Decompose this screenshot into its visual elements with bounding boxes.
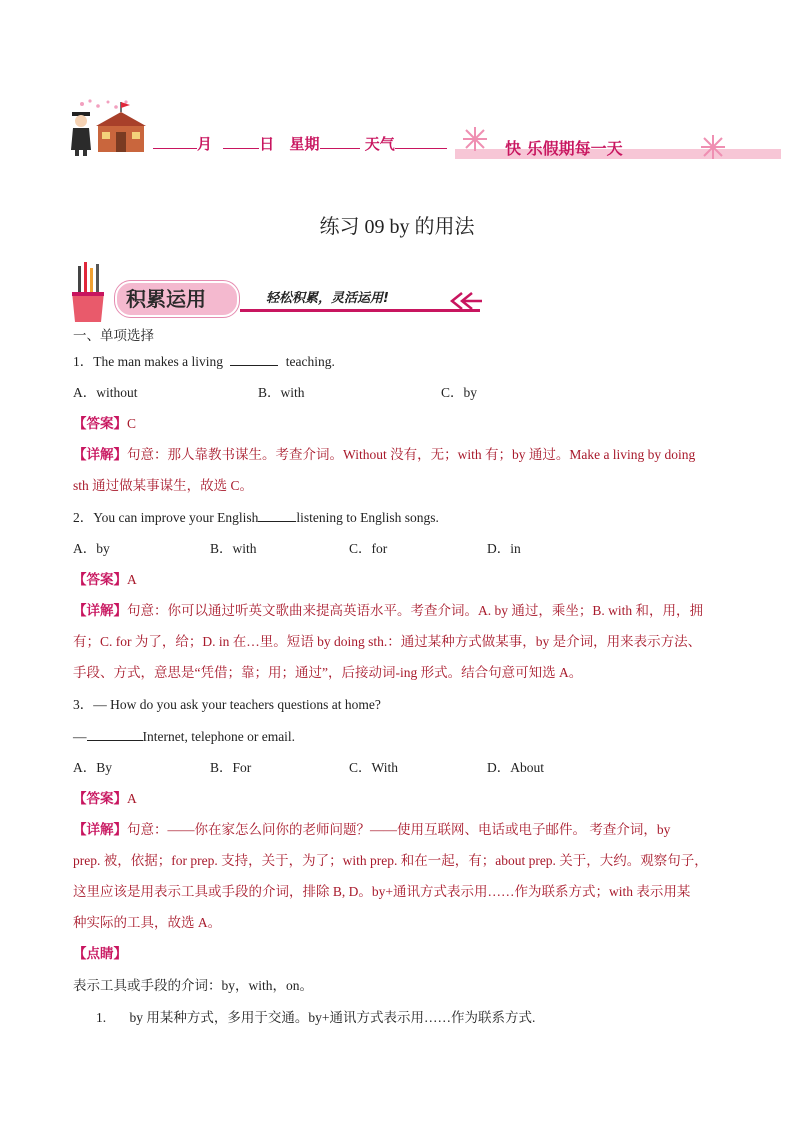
answer-value: C bbox=[127, 416, 137, 431]
answer-line bbox=[73, 571, 137, 589]
option-a[interactable]: A．by bbox=[73, 541, 110, 556]
explanation-text: prep. 被，依据；for prep. 支持，关于，为了；with prep. 和在一起，有；about prep. 关于，大约。观察句子， bbox=[73, 853, 708, 868]
explanation-text: 手段、方式，意思是“凭借；靠；用；通过”，后接动词-ing 形式。结合句意可知选 A。 bbox=[73, 665, 583, 680]
option-c[interactable]: C．by bbox=[441, 385, 478, 400]
question-1-stem-end: teaching. bbox=[285, 354, 335, 369]
question-2 bbox=[73, 509, 439, 527]
weather-blank[interactable] bbox=[395, 134, 447, 149]
explanation-text: 句意：你可以通过听英文歌曲来提高英语水平。考查介词。A. by 通过，乘坐；B. with 和，用，拥 bbox=[127, 603, 704, 618]
explanation-text: 句意：那人靠教书谋生。考查介词。Without 没有，无；with 有；by 通过。Make a living by doing bbox=[127, 447, 696, 462]
explanation-line bbox=[73, 446, 695, 464]
option-d[interactable]: D．About bbox=[487, 760, 544, 775]
month-blank[interactable] bbox=[153, 134, 197, 149]
motto-text: 快 乐假期每一天 bbox=[505, 139, 623, 158]
day-blank[interactable] bbox=[223, 134, 259, 149]
answer-blank[interactable] bbox=[258, 509, 296, 522]
part-title: 一、单项选择 bbox=[73, 328, 154, 343]
option-b[interactable]: B．For bbox=[210, 760, 252, 775]
key-point-text: 表示工具或手段的介词：by，with，on。 bbox=[73, 978, 314, 993]
day-label: 日 bbox=[259, 135, 275, 153]
snowflake-icon bbox=[462, 126, 488, 152]
explanation-label: 【详解】 bbox=[73, 822, 127, 837]
answer-blank[interactable] bbox=[230, 353, 278, 366]
explanation-text: 有；C. for 为了，给；D. in 在…里。短语 by doing sth.：通过某种方式做某事，by 是介词，用来表示方法、 bbox=[73, 634, 702, 649]
question-1 bbox=[73, 353, 335, 371]
question-1-stem: 1．The man makes a living bbox=[73, 354, 223, 369]
answer-blank[interactable] bbox=[87, 728, 143, 741]
weekday-label: 星期 bbox=[289, 135, 320, 153]
answer-value: A bbox=[127, 572, 137, 587]
pencil-cup-icon bbox=[68, 262, 108, 324]
snowflake-icon bbox=[700, 134, 726, 160]
answer-label: 【答案】 bbox=[73, 791, 127, 806]
option-a[interactable]: A．By bbox=[73, 760, 113, 775]
section-title: 积累运用 bbox=[126, 287, 206, 311]
dash: — bbox=[73, 729, 87, 744]
explanation-line bbox=[73, 602, 703, 620]
weather-label: 天气 bbox=[364, 135, 395, 153]
header-illustration bbox=[68, 98, 158, 158]
explanation-text: sth 通过做某事谋生，故选 C。 bbox=[73, 478, 254, 493]
option-d[interactable]: D．in bbox=[487, 541, 521, 556]
list-text: by 用某种方式，多用于交通。by+通讯方式表示用……作为联系方式. bbox=[129, 1010, 536, 1025]
answer-value: A bbox=[127, 791, 137, 806]
question-3-reply bbox=[73, 728, 295, 746]
double-arrow-left-icon bbox=[448, 291, 482, 311]
answer-line bbox=[73, 415, 136, 433]
explanation-label: 【详解】 bbox=[73, 447, 127, 462]
option-b[interactable]: B．with bbox=[210, 541, 257, 556]
section-slogan: 轻松积累，灵活运用! bbox=[266, 291, 389, 306]
section-underline bbox=[240, 309, 480, 312]
month-label: 月 bbox=[197, 135, 213, 153]
option-c[interactable]: C．With bbox=[349, 760, 398, 775]
question-2-stem: 2．You can improve your English bbox=[73, 510, 259, 525]
page-title: 练习 09 by 的用法 bbox=[319, 216, 475, 238]
question-3: 3．— How do you ask your teachers questions at home? bbox=[73, 697, 381, 712]
explanation-text: 这里应该是用表示工具或手段的介词，排除 B, D。by+通讯方式表示用……作为联系方式；with 表示用某 bbox=[73, 884, 691, 899]
graduate-student-icon bbox=[71, 112, 91, 156]
school-building-icon bbox=[96, 102, 146, 152]
weekday-blank[interactable] bbox=[320, 134, 360, 149]
answer-line bbox=[73, 790, 137, 808]
key-point-item bbox=[96, 1009, 535, 1027]
explanation-label: 【详解】 bbox=[73, 603, 127, 618]
key-point-label bbox=[73, 945, 127, 963]
explanation-line bbox=[73, 821, 670, 839]
date-line bbox=[153, 133, 447, 154]
option-b[interactable]: B．with bbox=[258, 385, 305, 400]
explanation-text: 种实际的工具，故选 A。 bbox=[73, 915, 222, 930]
answer-label: 【答案】 bbox=[73, 416, 127, 431]
key-point-heading: 【点睛】 bbox=[73, 946, 127, 961]
question-2-stem-end: listening to English songs. bbox=[296, 510, 439, 525]
list-number: 1. bbox=[96, 1010, 107, 1025]
answer-label: 【答案】 bbox=[73, 572, 127, 587]
option-a[interactable]: A．without bbox=[73, 385, 138, 400]
explanation-text: 句意：——你在家怎么问你的老师问题？——使用互联网、电话或电子邮件。 考查介词，by bbox=[127, 822, 671, 837]
option-c[interactable]: C．for bbox=[349, 541, 388, 556]
question-3-reply-text: Internet, telephone or email. bbox=[142, 729, 296, 744]
